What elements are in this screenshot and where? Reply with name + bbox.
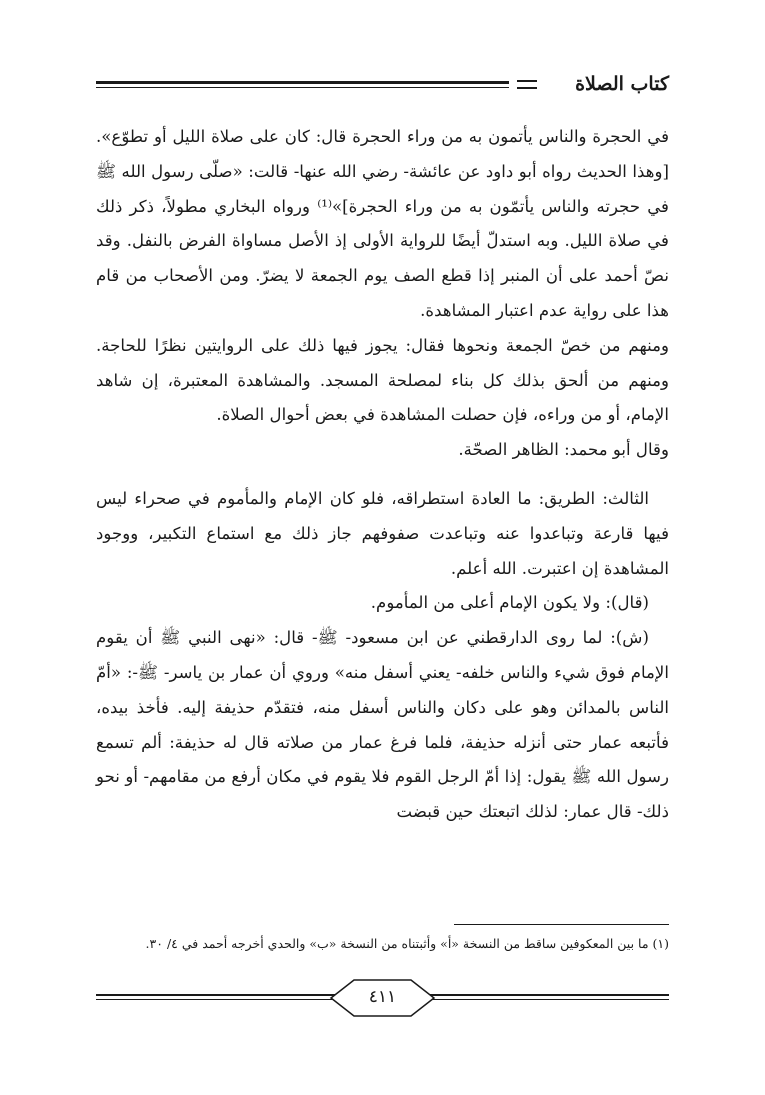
footnote-separator xyxy=(454,924,669,925)
paragraph-1: في الحجرة والناس يأتمون به من وراء الحجرة قال: كان على صلاة الليل أو تطوّع». [وهذا الحديث رواه أبو داود عن عائشة- رضي الله عنها- قالت: «صلّى رسول الله ﷺ في حجرته والناس يأتمّون به من وراء الحجرة]»⁽¹⁾ ورواه البخاري مطولاً، ذكر ذلك في صلاة الليل. وبه استدلّ أيضًا للرواية الأولى إذ الأصل مساواة الفرض بالنفل. وقد نصّ أحمد على أن المنبر إذا قطع الصف يوم الجمعة لا يضرّ. ومن الأصحاب من قام هذا على رواية عدم اعتبار المشاهدة. xyxy=(96,127,669,320)
paragraph-3: وقال أبو محمد: الظاهر الصحّة. xyxy=(458,440,669,460)
paragraph-6: (ش): لما روى الدارقطني عن ابن مسعود- ﷺ- قال: «نهى النبي ﷺ أن يقوم الإمام فوق شيء والناس خلفه- يعني أسفل منه» وروي أن عمار بن ياسر- ﷺ-: «أمّ الناس بالمدائن وهو على دكان والناس أسفل منه، فتقدّم حذيفة إليه. فأخذ بيده، فأتبعه عمار حتى أنزله حذيفة، فلما فرغ عمار من صلاته قال له حذيفة: ألم تسمع رسول الله ﷺ يقول: إذا أمّ الرجل القوم فلا يقوم في مكان أرفع من مقامهم- أو نحو ذلك- قال عمار: لذلك اتبعتك حين قبضت xyxy=(96,628,669,822)
body-text xyxy=(96,120,669,830)
header-rule xyxy=(96,81,509,84)
paragraph-2: ومنهم من خصّ الجمعة ونحوها فقال: يجوز فيها ذلك على الروايتين نظرًا للحاجة. ومنهم من ألحق بذلك كل بناء لمصلحة المسجد. والمشاهدة المعتبرة، إن شاهد الإمام، أو من وراءه، فإن حصلت المشاهدة في بعض أحوال الصلاة. xyxy=(96,335,669,425)
footnote: (١) ما بين المعكوفين ساقط من النسخة «أ» وأثبتناه من النسخة «ب» والحدي أخرجه أحمد في ٤/ ٣٠. xyxy=(145,936,669,951)
running-header xyxy=(96,72,669,96)
page-number: ٤١١ xyxy=(368,987,397,1007)
chapter-title: كتاب الصلاة xyxy=(575,73,669,95)
header-rule-thin xyxy=(96,87,509,88)
paragraph-4: الثالث: الطريق: ما العادة استطراقه، فلو كان الإمام والمأموم في صحراء ليس فيها قارعة وتباعدوا عنه وتباعدت صفوفهم جاز ذلك مع استماع التكبير، ووجود المشاهدة إن اعتبرت. الله أعلم. xyxy=(96,488,669,578)
page-footer xyxy=(96,976,669,1020)
paragraph-5: (قال): ولا يكون الإمام أعلى من المأموم. xyxy=(370,593,649,613)
header-ornament-icon xyxy=(517,80,537,89)
